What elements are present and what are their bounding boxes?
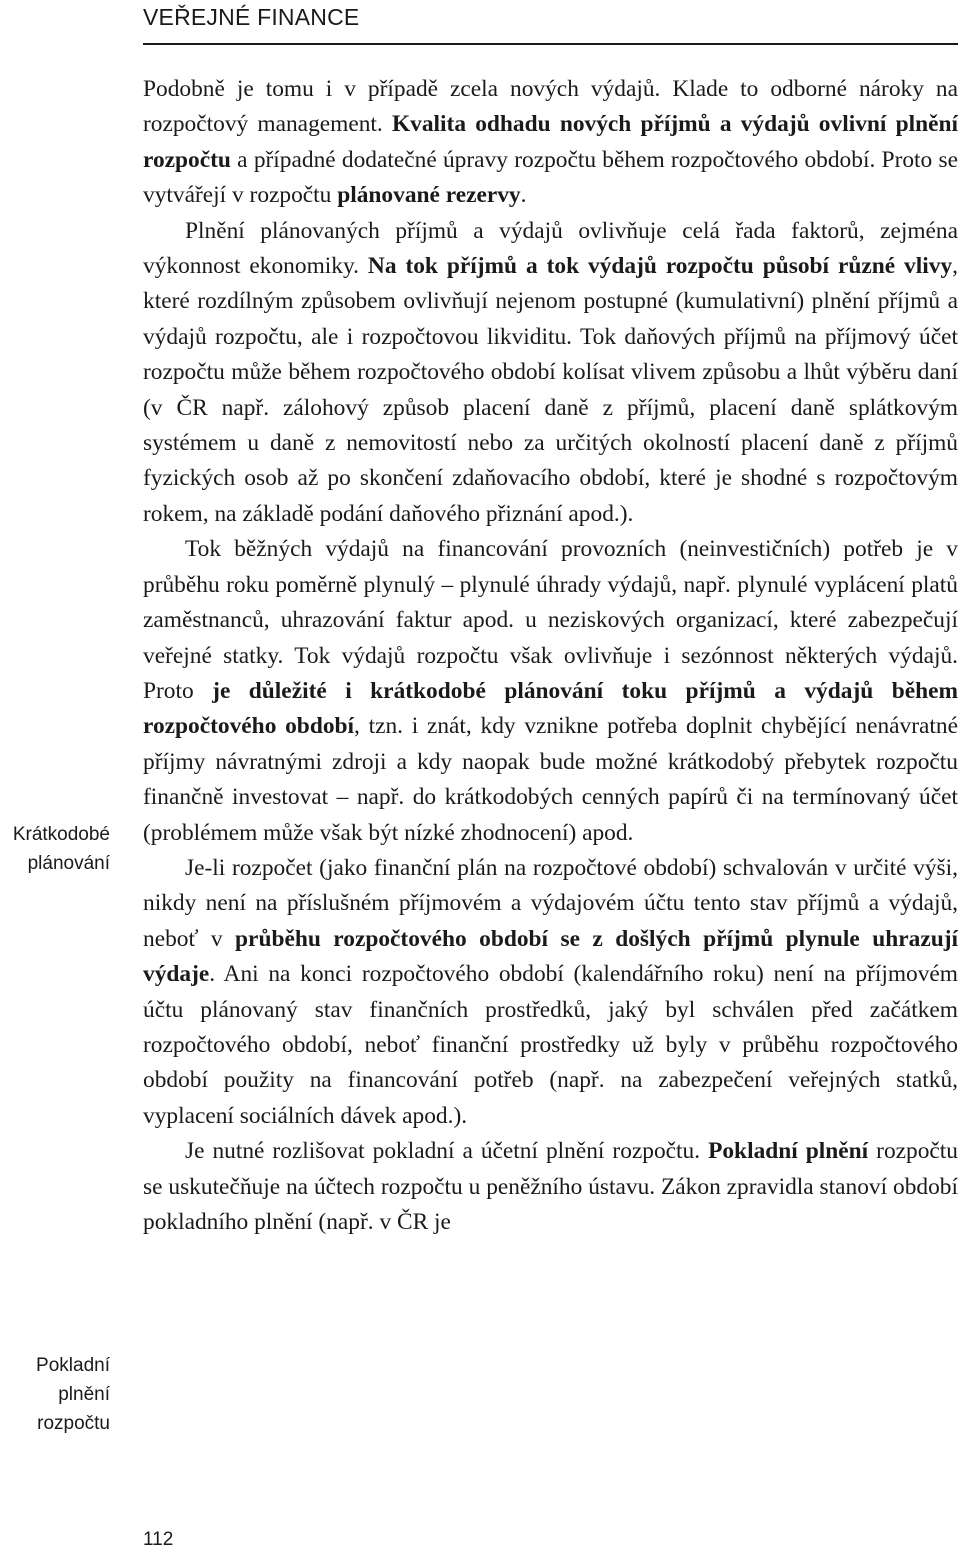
page-number: 112 bbox=[143, 1529, 174, 1550]
bold-text-segment: je důležité i krátkodobé plánování toku příjmů a výdajů během rozpočtového období bbox=[143, 677, 958, 740]
paragraph bbox=[143, 532, 958, 851]
text-segment: Podobně je tomu i v případě zcela nových výdajů. Klade to odborné nároky na rozpočtový management. bbox=[143, 76, 958, 138]
text-segment: . bbox=[520, 182, 527, 209]
bold-text-segment: Na tok příjmů a tok výdajů rozpočtu působí různé vlivy bbox=[367, 253, 953, 280]
text-segment: Je nutné rozlišovat pokladní a účetní plnění rozpočtu. bbox=[185, 1138, 709, 1165]
margin-note-cash-execution bbox=[0, 1351, 110, 1438]
bold-text-segment: průběhu rozpočtového období se z došlých příjmů plynule uhrazují výdaje bbox=[143, 925, 958, 988]
margin-note-line: Krátkodobé bbox=[12, 824, 110, 845]
bold-text-segment: Kvalita odhadu nových příjmů a výdajů ovlivní plnění rozpočtu bbox=[143, 111, 958, 173]
body-text bbox=[143, 72, 958, 1240]
text-segment: . Ani na konci rozpočtového období (kalendářního roku) není na příjmovém účtu plánovaný stav finančních prostředků, jaký byl schválen před začátkem rozpočtového období, neboť finanční prostředky už byly v průběhu rozpočtového období použity na financování potřeb (např. na zabezpečení veřejných statků, vyplacení sociálních dávek apod.). bbox=[143, 961, 958, 1129]
margin-note-line: plánování bbox=[27, 853, 110, 874]
paragraph bbox=[143, 214, 958, 533]
text-segment: Plnění plánovaných příjmů a výdajů ovlivňuje celá řada faktorů, zejména výkonnost ekonomiky. bbox=[143, 217, 958, 280]
paragraph bbox=[143, 1134, 958, 1240]
bold-text-segment: Pokladní plnění bbox=[708, 1138, 869, 1165]
text-segment: rozpočtu se uskutečňuje na účtech rozpočtu u peněžního ústavu. Zákon zpravidla stanoví období pokladního plnění (např. v ČR je bbox=[143, 1138, 958, 1235]
text-segment: Tok běžných výdajů na financování provozních (neinvestičních) potřeb je v průběhu roku poměrně plynulý – plynulé úhrady výdajů, např. plynulé vyplácení platů zaměstnanců, uhrazování faktur apod. u neziskových organizací, které zabezpečují veřejné statky. Tok výdajů rozpočtu však ovlivňuje i sezónnost některých výdajů. Proto bbox=[143, 536, 958, 704]
running-header-title: VEŘEJNÉ FINANCE bbox=[143, 4, 360, 30]
margin-note-line: rozpočtu bbox=[37, 1413, 110, 1434]
paragraph bbox=[143, 72, 958, 214]
bold-text-segment: plánované rezervy bbox=[337, 182, 521, 209]
margin-note-short-term-planning bbox=[0, 820, 110, 878]
text-segment: , tzn. i znát, kdy vznikne potřeba doplnit chybějící nenávratné příjmy návratnými zdroji a kdy naopak bude možné krátkodobý přebytek rozpočtu finančně investovat – např. do krátkodobých cenných papírů či na termínovaný účet (problémem může však být nízké zhodnocení) apod. bbox=[143, 713, 958, 846]
text-segment: a případné dodatečné úpravy rozpočtu během rozpočtového období. Proto se vytvářejí v rozpočtu bbox=[143, 146, 958, 209]
text-segment: , které rozdílným způsobem ovlivňují nejenom postupné (kumulativní) plnění příjmů a výdajů rozpočtu, ale i rozpočtovou likviditu. Tok daňových příjmů na příjmový účet rozpočtu může během rozpočtového období kolísat vlivem způsobu a lhůt výběru daní (v ČR např. zálohový způsob placení daně z příjmů, placení daně splátkovým systémem u daně z nemovitostí nebo za určitých okolností placení daně z příjmů fyzických osob až po skončení zdaňovacího období, které je shodné s rozpočtovým rokem, na základě podání daňového přiznání apod.). bbox=[143, 253, 959, 527]
header-rule bbox=[143, 43, 958, 45]
paragraph bbox=[143, 851, 958, 1134]
text-segment: Je-li rozpočet (jako finanční plán na rozpočtové období) schvalován v určité výši, nikdy není na příslušném příjmovém a výdajovém účtu tento stav příjmů a výdajů, neboť v bbox=[143, 854, 958, 952]
margin-note-line: plnění bbox=[58, 1384, 110, 1405]
margin-note-line: Pokladní bbox=[36, 1355, 110, 1376]
